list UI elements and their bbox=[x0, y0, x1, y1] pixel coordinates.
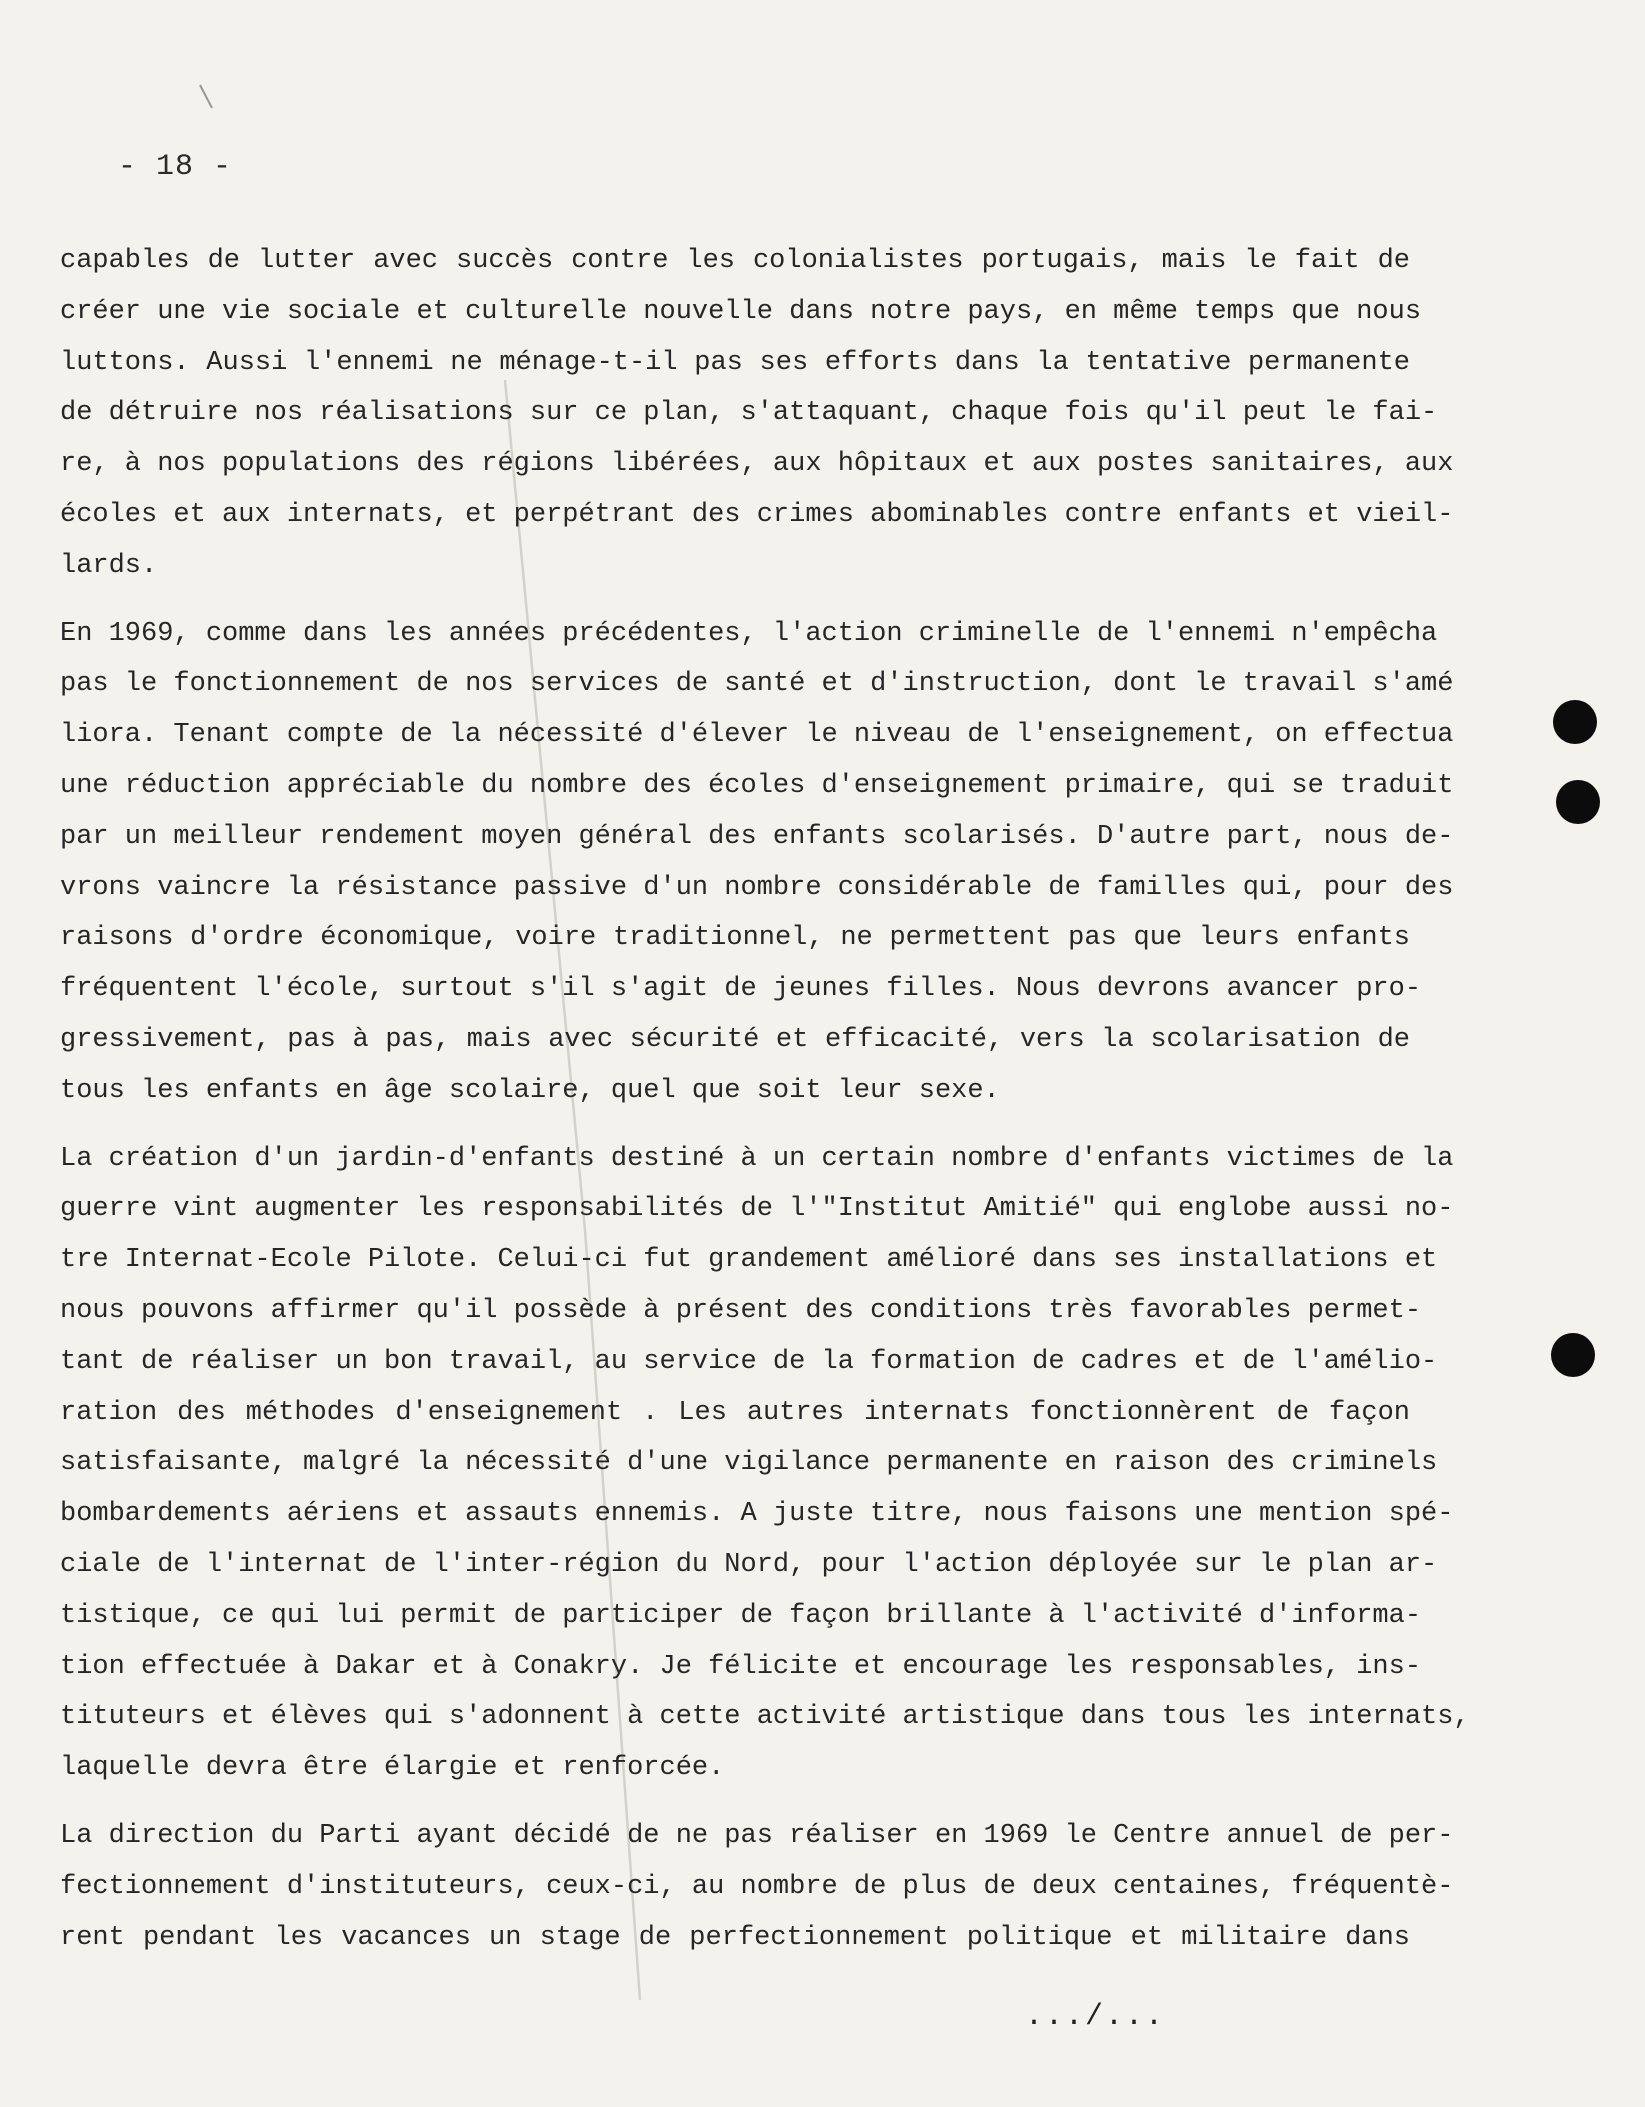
page-number: - 18 - bbox=[118, 150, 233, 184]
text-line: vrons vaincre la résistance passive d'un nombre considérable de familles qui, pour des bbox=[60, 872, 1454, 903]
text-line: guerre vint augmenter les responsabilités de l'"Institut Amitié" qui englobe aussi no- bbox=[60, 1194, 1454, 1225]
text-line: ciale de l'internat de l'inter-région du Nord, pour l'action déployée sur le plan ar- bbox=[60, 1549, 1438, 1580]
punch-hole bbox=[1551, 1333, 1595, 1377]
continuation-mark: .../... bbox=[1025, 2000, 1166, 2034]
text-line: tistique, ce qui lui permit de participer de façon brillante à l'activité d'informa- bbox=[60, 1600, 1422, 1631]
text-line: La création d'un jardin-d'enfants destiné à un certain nombre d'enfants victimes de la bbox=[60, 1143, 1454, 1174]
paragraph-2 bbox=[60, 609, 1454, 1117]
text-line: capables de lutter avec succès contre les colonialistes portugais, mais le fait de bbox=[60, 246, 1410, 276]
text-line: gressivement, pas à pas, mais avec sécurité et efficacité, vers la scolarisation de bbox=[60, 1024, 1410, 1055]
paragraph-3 bbox=[60, 1134, 1470, 1794]
paragraph-1 bbox=[60, 236, 1454, 592]
text-line: laquelle devra être élargie et renforcée. bbox=[60, 1753, 725, 1784]
text-line: bombardements aériens et assauts ennemis. A juste titre, nous faisons une mention spé- bbox=[60, 1499, 1454, 1530]
text-line: une réduction appréciable du nombre des écoles d'enseignement primaire, qui se traduit bbox=[60, 770, 1454, 801]
text-line: raisons d'ordre économique, voire traditionnel, ne permettent pas que leurs enfants bbox=[60, 923, 1410, 954]
text-line: re, à nos populations des régions libérées, aux hôpitaux et aux postes sanitaires, aux bbox=[60, 449, 1454, 480]
text-line: créer une vie sociale et culturelle nouvelle dans notre pays, en même temps que nous bbox=[60, 296, 1422, 327]
text-line: de détruire nos réalisations sur ce plan, s'attaquant, chaque fois qu'il peut le fai- bbox=[60, 398, 1438, 429]
text-line: pas le fonctionnement de nos services de santé et d'instruction, dont le travail s'amé bbox=[60, 669, 1454, 700]
text-line: fréquentent l'école, surtout s'il s'agit de jeunes filles. Nous devrons avancer pro- bbox=[60, 974, 1422, 1005]
text-line: lards. bbox=[60, 550, 158, 581]
text-line: tre Internat-Ecole Pilote. Celui-ci fut grandement amélioré dans ses installations et bbox=[60, 1245, 1438, 1276]
punch-hole bbox=[1556, 780, 1600, 824]
paragraph-4 bbox=[60, 1811, 1454, 1963]
text-line: écoles et aux internats, et perpétrant des crimes abominables contre enfants et vieil- bbox=[60, 499, 1454, 530]
text-line: En 1969, comme dans les années précédentes, l'action criminelle de l'ennemi n'empêcha bbox=[60, 618, 1438, 649]
text-line: La direction du Parti ayant décidé de ne pas réaliser en 1969 le Centre annuel de per- bbox=[60, 1820, 1454, 1851]
text-line: tituteurs et élèves qui s'adonnent à cette activité artistique dans tous les internats, bbox=[60, 1702, 1470, 1733]
text-line: tion effectuée à Dakar et à Conakry. Je félicite et encourage les responsables, ins- bbox=[60, 1651, 1422, 1682]
body-text bbox=[60, 236, 1470, 1980]
text-line: rent pendant les vacances un stage de perfectionnement politique et militaire dans bbox=[60, 1922, 1410, 1953]
text-line: fectionnement d'instituteurs, ceux-ci, au nombre de plus de deux centaines, fréquentè- bbox=[60, 1871, 1454, 1902]
text-line: tant de réaliser un bon travail, au service de la formation de cadres et de l'amélio- bbox=[60, 1346, 1438, 1377]
text-line: nous pouvons affirmer qu'il possède à présent des conditions très favorables permet- bbox=[60, 1295, 1422, 1326]
punch-hole bbox=[1553, 700, 1597, 744]
text-line: tous les enfants en âge scolaire, quel que soit leur sexe. bbox=[60, 1075, 1000, 1106]
text-line: liora. Tenant compte de la nécessité d'élever le niveau de l'enseignement, on effectua bbox=[60, 720, 1454, 751]
text-line: luttons. Aussi l'ennemi ne ménage-t-il pas ses efforts dans la tentative permanente bbox=[60, 347, 1410, 378]
text-line: satisfaisante, malgré la nécessité d'une vigilance permanente en raison des criminels bbox=[60, 1448, 1438, 1479]
text-line: par un meilleur rendement moyen général des enfants scolarisés. D'autre part, nous de- bbox=[60, 821, 1454, 852]
text-line: ration des méthodes d'enseignement . Les autres internats fonctionnèrent de façon bbox=[60, 1397, 1410, 1428]
